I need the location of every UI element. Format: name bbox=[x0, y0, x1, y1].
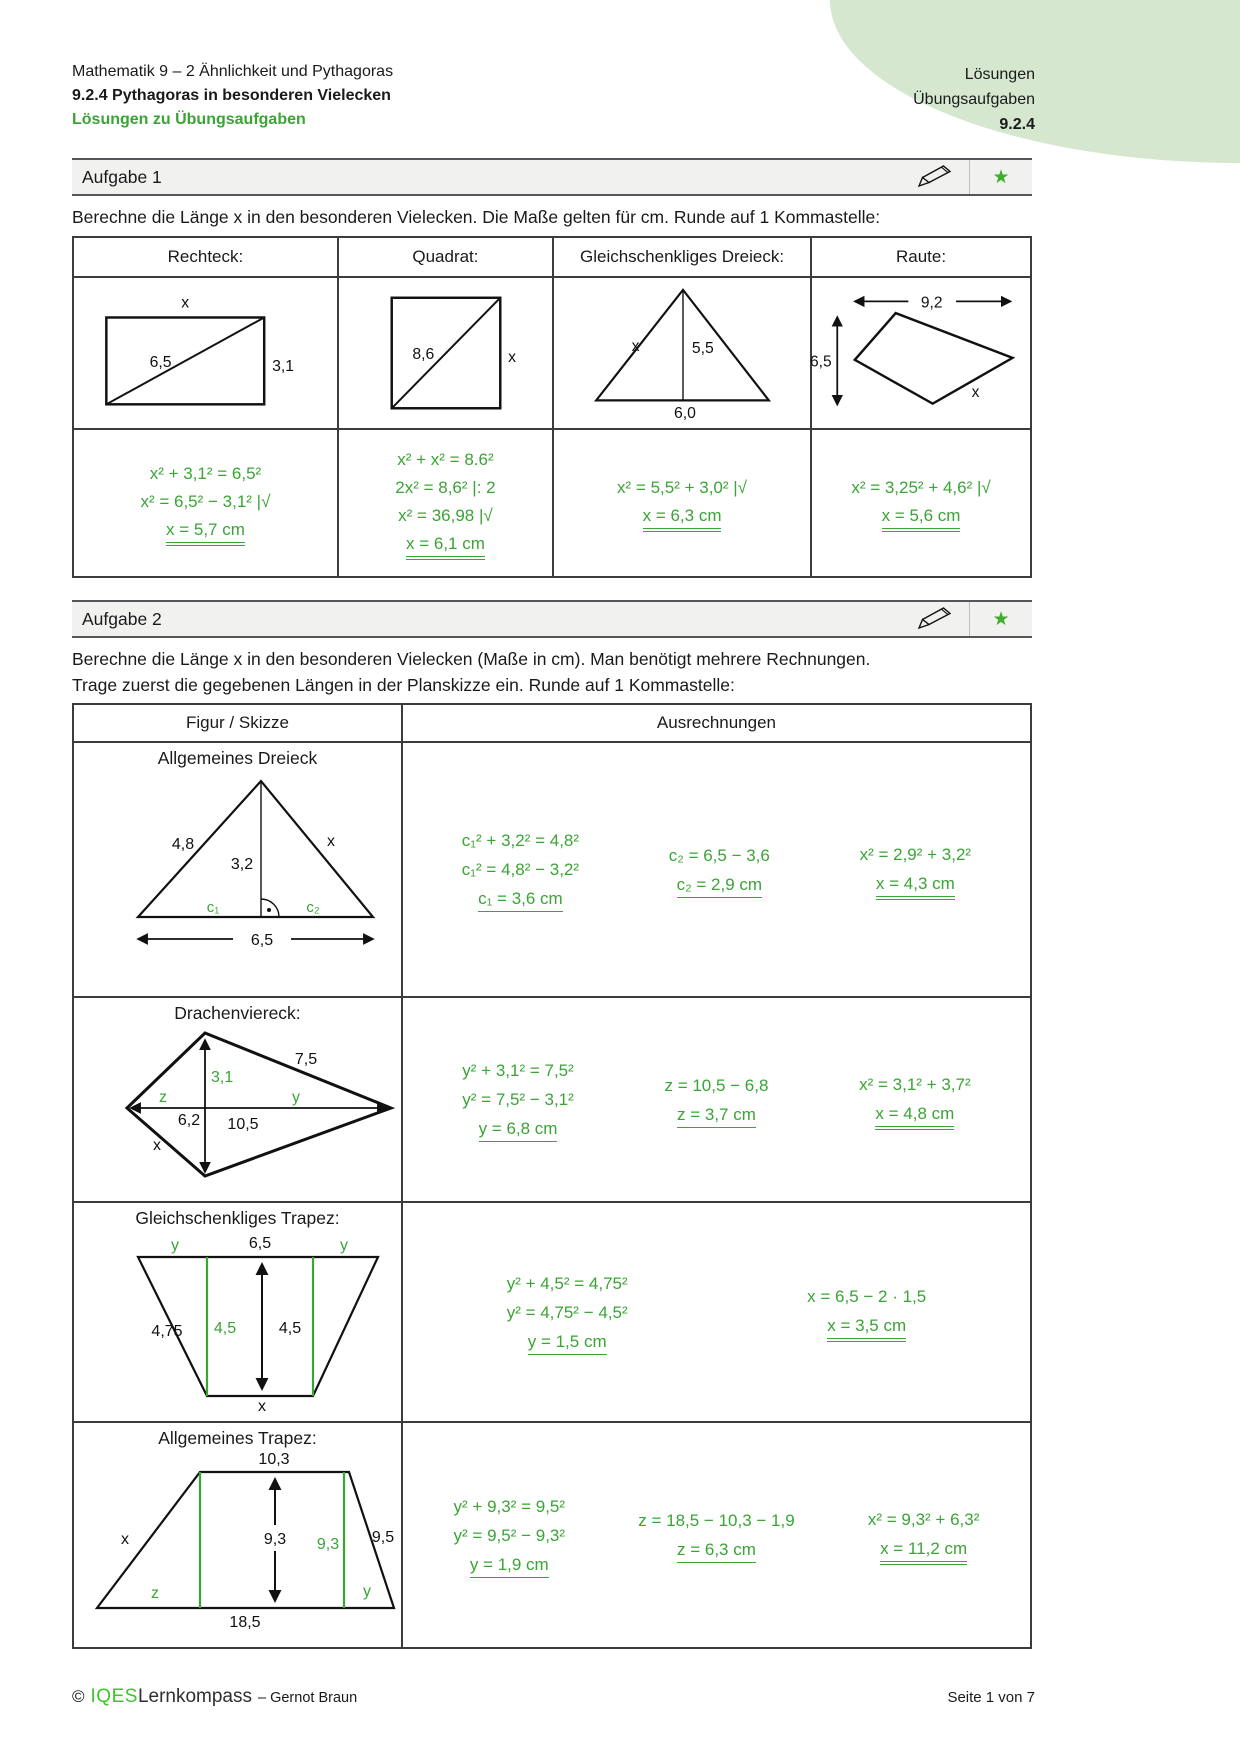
task1-table bbox=[72, 236, 1032, 578]
general-trapezoid-figure bbox=[69, 1449, 405, 1635]
calc-line: x = 6,5 − 2 · 1,5 bbox=[807, 1287, 927, 1306]
rhombus-figure bbox=[805, 280, 1037, 428]
label-x: x bbox=[508, 348, 516, 366]
label-leg-right: 9,5 bbox=[372, 1529, 395, 1546]
calc-group-2 bbox=[638, 1506, 794, 1564]
figure-raute bbox=[810, 276, 1030, 428]
label-diagonal-h: 10,5 bbox=[227, 1116, 260, 1133]
label-top: 6,5 bbox=[249, 1235, 272, 1252]
label-height: 3,2 bbox=[231, 856, 254, 873]
isosceles-triangle-figure bbox=[545, 280, 820, 428]
label-x: x bbox=[153, 1137, 162, 1154]
label-upper-half: 3,1 bbox=[211, 1069, 234, 1086]
calc-allgemeines-trapez bbox=[401, 1421, 1030, 1647]
task2-table bbox=[72, 703, 1032, 1649]
label-height-green: 4,5 bbox=[214, 1320, 237, 1337]
copyright-icon: © bbox=[72, 1687, 85, 1706]
page-footer bbox=[72, 1686, 1035, 1708]
header-right-line2: Übungsaufgaben bbox=[913, 91, 1035, 108]
calc-line: x² = 2,9² + 3,2² bbox=[859, 844, 972, 864]
calc-group-1 bbox=[462, 826, 579, 913]
col-header-dreieck: Gleichschenkliges Dreieck: bbox=[552, 238, 810, 276]
calc-line: y² + 3,1² = 7,5² bbox=[462, 1061, 574, 1080]
solution-line: x² + 3,1² = 6,5² bbox=[149, 464, 262, 483]
label-base: 6,0 bbox=[673, 405, 696, 423]
row-title: Allgemeines Dreieck bbox=[157, 748, 318, 768]
calc-group-1 bbox=[454, 1492, 566, 1579]
figure-gleichschenkliges-trapez bbox=[74, 1201, 401, 1421]
col-header-ausrechnungen: Ausrechnungen bbox=[401, 705, 1030, 741]
figure-rechteck bbox=[74, 276, 337, 428]
calc-answer: x = 4,8 cm bbox=[875, 1103, 954, 1130]
calc-answer: z = 6,3 cm bbox=[677, 1539, 756, 1563]
calc-group-2 bbox=[669, 841, 770, 899]
solution-line: x² = 6,5² − 3,1² |√ bbox=[140, 492, 271, 511]
label-height: 5,5 bbox=[691, 340, 714, 358]
row-title: Drachenviereck: bbox=[174, 1003, 301, 1023]
label-height-black: 4,5 bbox=[279, 1320, 302, 1337]
label-vheight: 6,5 bbox=[810, 353, 832, 371]
solution-answer: x = 6,1 cm bbox=[406, 533, 485, 560]
star-icon: ★ bbox=[992, 166, 1010, 188]
label-z: z bbox=[151, 1585, 160, 1602]
calc-group-1 bbox=[507, 1269, 628, 1356]
calc-answer: x = 3,5 cm bbox=[827, 1315, 906, 1342]
label-y-right: y bbox=[340, 1237, 349, 1254]
label-base: 6,5 bbox=[251, 932, 274, 949]
solution-line: x² + x² = 8.6² bbox=[397, 450, 494, 469]
calc-line: x² = 3,1² + 3,7² bbox=[859, 1074, 971, 1094]
label-diagonal: 6,5 bbox=[150, 353, 172, 371]
calc-answer: y = 6,8 cm bbox=[479, 1118, 558, 1142]
label-x: x bbox=[258, 1398, 267, 1413]
calc-answer: z = 3,7 cm bbox=[677, 1104, 756, 1128]
figure-allgemeines-trapez bbox=[74, 1421, 401, 1647]
label-base: 18,5 bbox=[229, 1614, 262, 1631]
label-y: y bbox=[363, 1583, 372, 1600]
calc-answer: c₁ = 3,6 cm bbox=[478, 888, 563, 912]
solution-dreieck bbox=[552, 428, 810, 576]
figure-dreieck bbox=[552, 276, 810, 428]
calc-line: y² = 9,5² − 9,3² bbox=[453, 1525, 566, 1545]
solution-raute bbox=[810, 428, 1030, 576]
task2-instruction-line2: Trage zuerst die gegebenen Längen in der Planskizze ein. Runde auf 1 Kommastelle: bbox=[72, 675, 735, 695]
calc-group-3 bbox=[860, 840, 972, 900]
row-title: Gleichschenkliges Trapez: bbox=[135, 1208, 340, 1228]
label-side-left: 4,8 bbox=[172, 836, 195, 853]
label-x: x bbox=[327, 833, 336, 850]
task1-header-bar bbox=[72, 158, 1032, 196]
label-side: 3,1 bbox=[272, 357, 295, 375]
calc-line: y² = 7,5² − 3,1² bbox=[462, 1090, 574, 1109]
chapter-title: 9.2.4 Pythagoras in besonderen Vielecken bbox=[72, 87, 391, 104]
calc-line: c₂ = 6,5 − 3,6 bbox=[668, 845, 770, 865]
task1-title: Aufgabe 1 bbox=[82, 166, 162, 187]
calc-group-1 bbox=[462, 1056, 574, 1143]
col-header-figur: Figur / Skizze bbox=[185, 713, 289, 732]
header-right-line1: Lösungen bbox=[964, 66, 1035, 83]
subtitle-solutions: Lösungen zu Übungsaufgaben bbox=[72, 111, 306, 128]
solution-answer: x = 5,7 cm bbox=[166, 519, 245, 546]
label-top: 10,3 bbox=[258, 1451, 291, 1468]
figure-allgemeines-dreieck bbox=[74, 741, 401, 996]
solution-answer: x = 6,3 cm bbox=[643, 505, 722, 532]
label-leg: 4,75 bbox=[151, 1323, 184, 1340]
task2-instruction bbox=[72, 646, 1032, 698]
col-header-quadrat: Quadrat: bbox=[337, 238, 552, 276]
calc-group-2 bbox=[807, 1282, 926, 1342]
course-title: Mathematik 9 – 2 Ähnlichkeit und Pythagoras bbox=[72, 63, 394, 80]
label-height-black: 9,3 bbox=[264, 1531, 287, 1548]
calc-answer: x = 11,2 cm bbox=[880, 1538, 967, 1565]
calc-group-3 bbox=[859, 1070, 971, 1130]
solution-quadrat bbox=[337, 428, 552, 576]
solution-line: x² = 36,98 |√ bbox=[398, 506, 493, 525]
calc-line: c₁² + 3,2² = 4,8² bbox=[461, 831, 580, 850]
label-z: z bbox=[159, 1089, 168, 1106]
solution-line: x² = 3,25² + 4,6² |√ bbox=[851, 478, 991, 497]
header-right-code: 9.2.4 bbox=[999, 116, 1035, 133]
pencil-icon bbox=[915, 606, 953, 632]
brand-iqes: IQES bbox=[90, 1686, 138, 1707]
star-icon: ★ bbox=[992, 608, 1010, 630]
calc-drachenviereck bbox=[401, 996, 1030, 1201]
figure-quadrat bbox=[337, 276, 552, 428]
figure-drachenviereck bbox=[74, 996, 401, 1201]
general-triangle-figure bbox=[73, 769, 401, 957]
author: – Gernot Braun bbox=[258, 1690, 358, 1706]
col-header-rechteck: Rechteck: bbox=[167, 247, 244, 266]
label-diagonal-v: 6,2 bbox=[178, 1112, 201, 1129]
calc-line: c₁² = 4,8² − 3,2² bbox=[461, 860, 580, 879]
solution-rechteck bbox=[74, 428, 337, 576]
label-x: x bbox=[121, 1531, 130, 1548]
brand-lernkompass: Lernkompass bbox=[137, 1686, 252, 1707]
page-number: Seite 1 von 7 bbox=[947, 1689, 1035, 1706]
header-left bbox=[72, 0, 1032, 132]
calc-answer: y = 1,9 cm bbox=[470, 1554, 549, 1578]
label-width: 9,2 bbox=[920, 294, 943, 312]
calc-line: y² = 4,75² − 4,5² bbox=[506, 1302, 628, 1322]
task1-instruction: Berechne die Länge x in den besonderen Vielecken. Die Maße gelten für cm. Runde auf 1 Kommastelle: bbox=[72, 207, 881, 227]
label-x: x bbox=[181, 294, 190, 312]
label-y: y bbox=[292, 1089, 301, 1106]
calc-gleichschenkliges-trapez bbox=[401, 1201, 1030, 1421]
label-x: x bbox=[971, 383, 980, 401]
task2-instruction-line1: Berechne die Länge x in den besonderen Vielecken (Maße in cm). Man benötigt mehrere Rechnungen. bbox=[72, 649, 871, 669]
label-c1: c₁ bbox=[207, 899, 220, 916]
row-title: Allgemeines Trapez: bbox=[158, 1428, 317, 1448]
calc-line: z = 18,5 − 10,3 − 1,9 bbox=[638, 1511, 795, 1530]
task2-header-bar bbox=[72, 600, 1032, 638]
task2-title: Aufgabe 2 bbox=[82, 608, 162, 629]
isosceles-trapezoid-figure bbox=[72, 1229, 402, 1413]
calc-line: z = 10,5 − 6,8 bbox=[664, 1075, 769, 1095]
calc-answer: x = 4,3 cm bbox=[876, 873, 955, 900]
calc-line: x² = 9,3² + 6,3² bbox=[867, 1510, 980, 1529]
solution-line: 2x² = 8,6² |: 2 bbox=[395, 478, 496, 497]
label-diagonal: 8,6 bbox=[412, 345, 435, 363]
calc-line: y² + 9,3² = 9,5² bbox=[453, 1496, 566, 1516]
label-x: x bbox=[631, 338, 640, 356]
label-c2: c₂ bbox=[306, 899, 321, 916]
square-figure bbox=[343, 280, 548, 428]
label-height-green: 9,3 bbox=[317, 1536, 340, 1553]
solution-answer: x = 5,6 cm bbox=[882, 505, 961, 532]
calc-group-2 bbox=[664, 1071, 768, 1129]
calc-allgemeines-dreieck bbox=[401, 741, 1030, 996]
calc-line: y² + 4,5² = 4,75² bbox=[506, 1273, 628, 1293]
label-y-left: y bbox=[171, 1237, 180, 1254]
calc-answer: y = 1,5 cm bbox=[528, 1331, 607, 1355]
solution-line: x² = 5,5² + 3,0² |√ bbox=[617, 478, 748, 497]
rectangle-figure bbox=[80, 280, 330, 428]
calc-answer: c₂ = 2,9 cm bbox=[677, 874, 763, 898]
calc-group-3 bbox=[868, 1505, 980, 1565]
col-header-raute: Raute: bbox=[810, 238, 1030, 276]
pencil-icon bbox=[915, 164, 953, 190]
kite-figure bbox=[71, 1024, 403, 1192]
label-top-edge: 7,5 bbox=[295, 1051, 318, 1068]
